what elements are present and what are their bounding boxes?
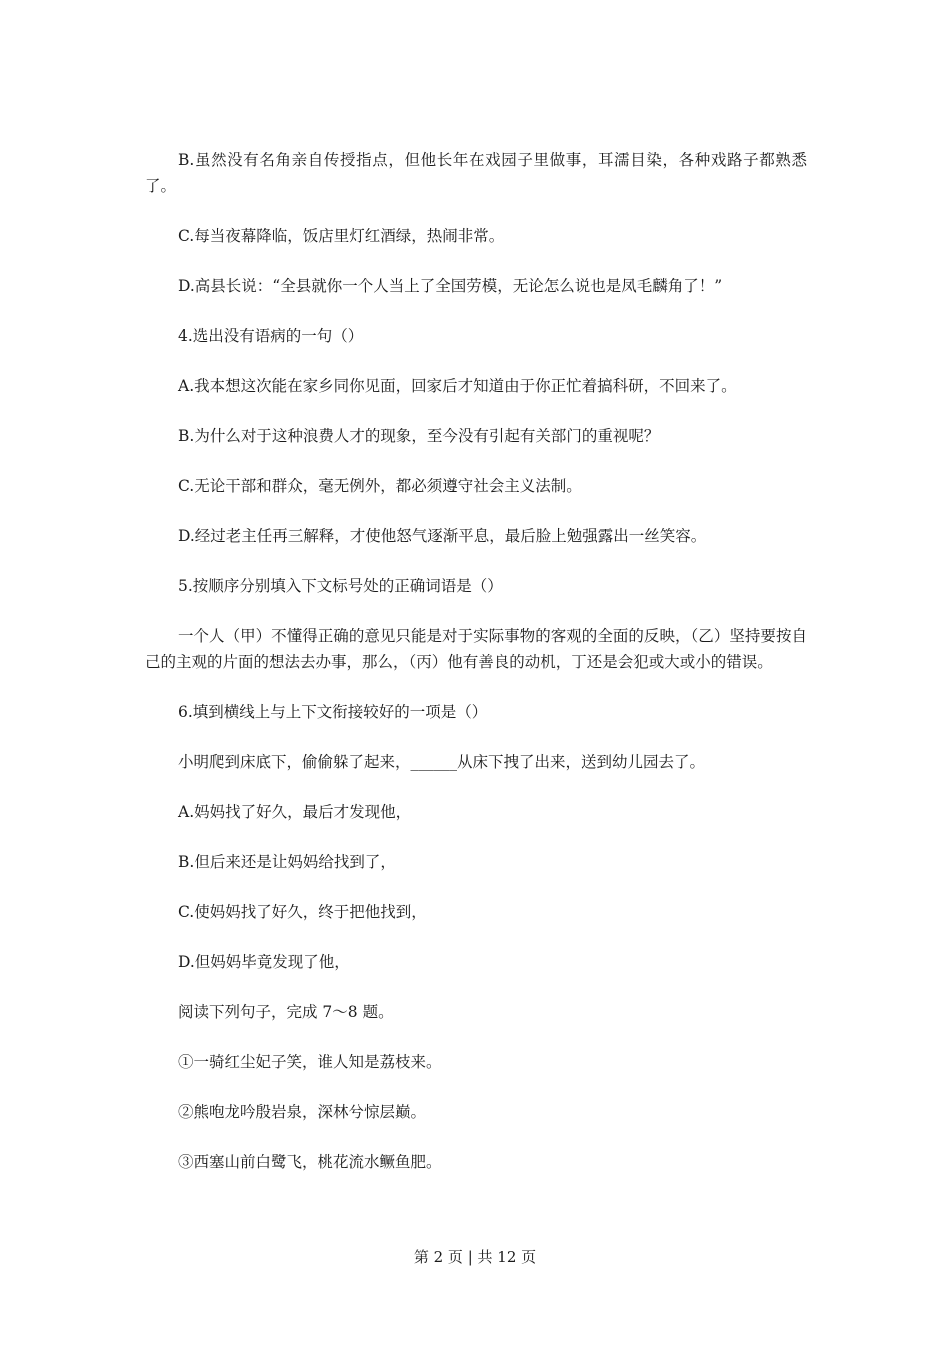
question-6-option-c: C.使妈妈找了好久，终于把他找到， [178, 903, 427, 921]
question-6-option-b: B.但后来还是让妈妈给找到了， [178, 853, 396, 871]
page-footer: 第 2 页 | 共 12 页 [413, 1248, 537, 1266]
option-c-text: C.每当夜幕降临，饭店里灯红酒绿，热闹非常。 [178, 227, 505, 245]
poem-line-1: ①一骑红尘妃子笑，谁人知是荔枝来。 [178, 1053, 442, 1071]
question-4-option-d: D.经过老主任再三解释，才使他怒气逐渐平息，最后脸上勉强露出一丝笑容。 [178, 527, 707, 545]
question-6-sentence: 小明爬到床底下，偷偷躲了起来，______从床下拽了出来，送到幼儿园去了。 [178, 753, 706, 771]
question-6-option-a: A.妈妈找了好久，最后才发现他， [178, 803, 412, 821]
question-4-option-a: A.我本想这次能在家乡同你见面，回家后才知道由于你正忙着搞科研，不回来了。 [178, 377, 737, 395]
option-d-text: D.高县长说：“全县就你一个人当上了全国劳模，无论怎么说也是凤毛麟角了！” [178, 277, 723, 295]
question-4: 4.选出没有语病的一句（） [178, 327, 364, 345]
question-6-option-d: D.但妈妈毕竟发现了他， [178, 953, 350, 971]
poem-line-2: ②熊咆龙吟殷岩泉，深林兮惊层巅。 [178, 1103, 427, 1121]
poem-line-3: ③西塞山前白鹭飞，桃花流水鳜鱼肥。 [178, 1153, 442, 1171]
option-b-text: B.虽然没有名角亲自传授指点，但他长年在戏园子里做事，耳濡目染，各种戏路子都熟悉了。 [145, 151, 807, 195]
question-4-option-b: B.为什么对于这种浪费人才的现象，至今没有引起有关部门的重视呢？ [178, 427, 660, 445]
question-5-passage: 一个人（甲）不懂得正确的意见只能是对于实际事物的客观的全面的反映，（乙）坚持要按自己的主观的片面的想法去办事，那么，（丙）他有善良的动机，丁还是会犯或大或小的错误。 [145, 627, 807, 671]
question-5: 5.按顺序分别填入下文标号处的正确词语是（） [178, 577, 503, 595]
page-content [145, 147, 807, 1199]
reading-instruction: 阅读下列句子，完成 7～8 题。 [178, 1003, 394, 1021]
question-6: 6.填到横线上与上下文衔接较好的一项是（） [178, 703, 488, 721]
question-4-option-c: C.无论干部和群众，毫无例外，都必须遵守社会主义法制。 [178, 477, 582, 495]
